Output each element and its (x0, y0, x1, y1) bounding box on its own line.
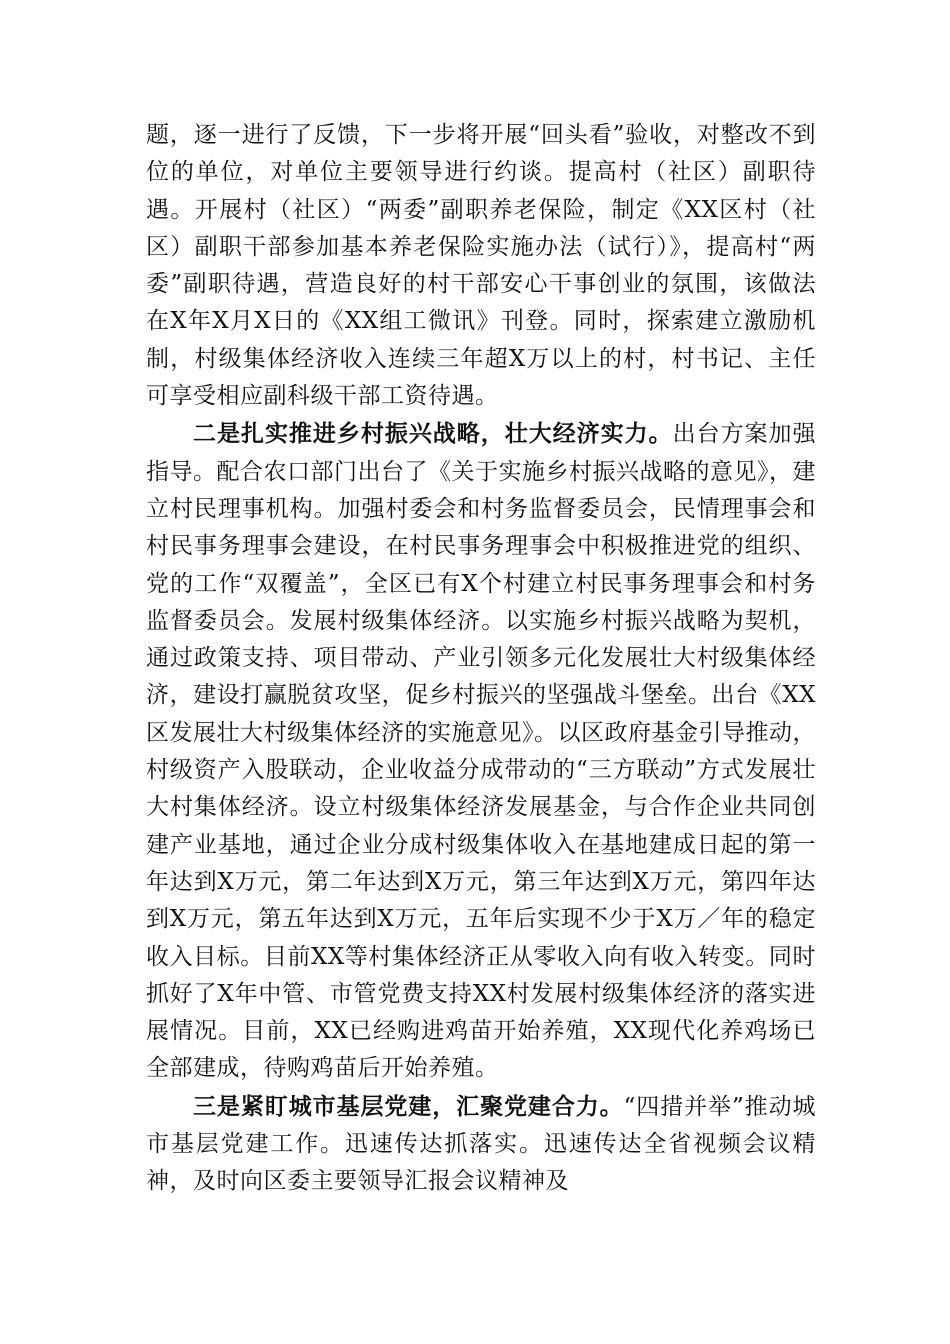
document-page (146, 117, 816, 1201)
paragraph-heading: 三是紧盯城市基层党建，汇聚党建合力。 (193, 1092, 624, 1120)
paragraph-rural-revitalization (146, 415, 816, 1087)
paragraph-continuation (146, 117, 816, 415)
paragraph-body: 出台方案加强指导。配合农口部门出台了《关于实施乡村振兴战略的意见》，建立村民理事机构。加强村委会和村务监督委员会，民情理事会和村民事务理事会建设，在村民事务理事会中积极推进党的组织、党的工作“双覆盖”，全区已有X个村建立村民事务理事会和村务监督委员会。发展村级集体经济。以实施乡村振兴战略为契机，通过政策支持、项目带动、产业引领多元化发展壮大村级集体经济，建设打赢脱贫攻坚，促乡村振兴的坚强战斗堡垒。出台《XX区发展壮大村级集体经济的实施意见》。以区政府基金引导推动，村级资产入股联动，企业收益分成带动的“三方联动”方式发展壮大村集体经济。设立村级集体经济发展基金，与合作企业共同创建产业基地，通过企业分成村级集体收入在基地建成日起的第一年达到X万元，第二年达到X万元，第三年达到X万元，第四年达到X万元，第五年达到X万元，五年后实现不少于X万／年的稳定收入目标。目前XX等村集体经济正从零收入向有收入转变。同时抓好了X年中管、市管党费支持XX村发展村级集体经济的落实进展情况。目前，XX已经购进鸡苗开始养殖，XX现代化养鸡场已全部建成，待购鸡苗后开始养殖。 (146, 421, 817, 1082)
paragraph-body: “四措并举”推动城市基层党建工作。迅速传达抓落实。迅速传达全省视频会议精神，及时向区委主要领导汇报会议精神及 (146, 1093, 816, 1195)
paragraph-heading: 二是扎实推进乡村振兴战略，壮大经济实力。 (193, 420, 673, 448)
paragraph-body: 题，逐一进行了反馈，下一步将开展“回头看”验收，对整改不到位的单位，对单位主要领导进行约谈。提高村（社区）副职待遇。开展村（社区）“两委”副职养老保险，制定《XX区村（社区）副职干部参加基本养老保险实施办法（试行）》，提高村“两委”副职待遇，营造良好的村干部安心干事创业的氛围，该做法在X年X月X日的《XX组工微讯》刊登。同时，探索建立激励机制，村级集体经济收入连续三年超X万以上的村，村书记、主任可享受相应副科级干部工资待遇。 (146, 122, 816, 410)
paragraph-urban-party-building (146, 1088, 816, 1201)
